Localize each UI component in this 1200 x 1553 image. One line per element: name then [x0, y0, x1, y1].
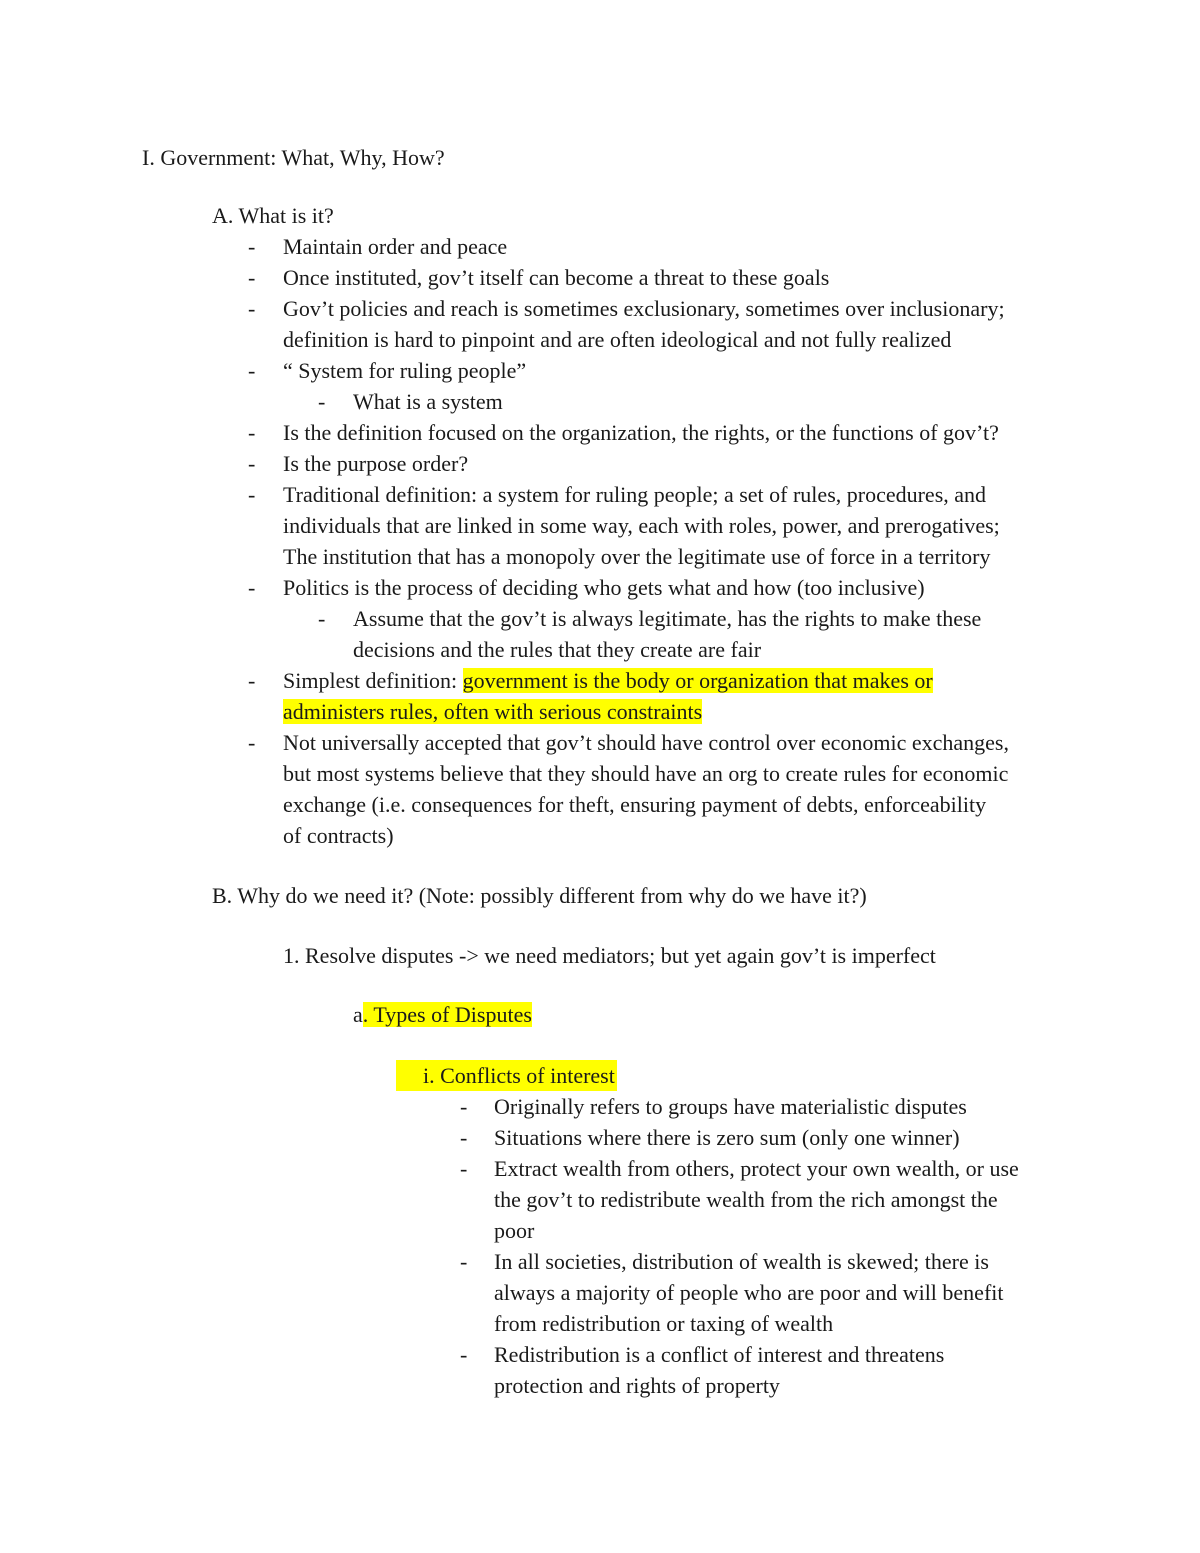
- list-item: In all societies, distribution of wealth is skewed; there is: [494, 1249, 989, 1274]
- list-item-continuation: always a majority of people who are poor and will benefit: [494, 1280, 1004, 1305]
- list-item: Maintain order and peace: [283, 234, 508, 259]
- list-item: “ System for ruling people”: [283, 358, 527, 383]
- list-item-continuation: protection and rights of property: [494, 1373, 780, 1398]
- document-heading: I. Government: What, Why, How?: [142, 145, 445, 170]
- list-item: Gov’t policies and reach is sometimes exclusionary, sometimes over inclusionary;: [283, 296, 1005, 321]
- list-item-continuation: The institution that has a monopoly over the legitimate use of force in a territory: [283, 544, 991, 569]
- list-item-continuation: exchange (i.e. consequences for theft, ensuring payment of debts, enforceability: [283, 792, 987, 817]
- bullet-dash: -: [248, 451, 256, 476]
- list-item-continuation: but most systems believe that they should have an org to create rules for economic: [283, 761, 1009, 786]
- sub-item-a-prefix: a: [353, 1002, 363, 1027]
- list-item: [283, 665, 933, 696]
- bullet-dash: -: [460, 1342, 468, 1367]
- list-item-continuation: individuals that are linked in some way, each with roles, power, and prerogatives;: [283, 513, 1000, 538]
- bullet-dash: -: [460, 1156, 468, 1181]
- list-item: Extract wealth from others, protect your own wealth, or use: [494, 1156, 1019, 1181]
- bullet-dash: -: [460, 1249, 468, 1274]
- bullet-dash: -: [248, 358, 256, 383]
- list-item-continuation: the gov’t to redistribute wealth from the rich amongst the: [494, 1187, 998, 1212]
- list-item-continuation: definition is hard to pinpoint and are often ideological and not fully realized: [283, 327, 952, 352]
- bullet-dash: -: [248, 575, 256, 600]
- nested-list-item: What is a system: [353, 389, 503, 414]
- bullet-dash: -: [318, 389, 326, 414]
- bullet-dash: -: [248, 265, 256, 290]
- bullet-dash: -: [460, 1125, 468, 1150]
- section-a-title: A. What is it?: [212, 203, 334, 228]
- bullet-dash: -: [248, 234, 256, 259]
- list-item-continuation: poor: [494, 1218, 535, 1243]
- highlighted-text: administers rules, often with serious constraints: [283, 699, 703, 724]
- numbered-item-1: 1. Resolve disputes -> we need mediators; but yet again gov’t is imperfect: [283, 943, 936, 968]
- bullet-dash: -: [248, 730, 256, 755]
- bullet-dash: -: [248, 296, 256, 321]
- bullet-dash: -: [318, 606, 326, 631]
- list-item: Politics is the process of deciding who gets what and how (too inclusive): [283, 575, 925, 600]
- bullet-dash: -: [248, 668, 256, 693]
- highlighted-text: government is the body or organization that makes or: [462, 668, 933, 693]
- list-item: Situations where there is zero sum (only one winner): [494, 1125, 960, 1150]
- highlighted-text: . Types of Disputes: [362, 1002, 532, 1027]
- list-item-continuation: [283, 696, 702, 727]
- list-item: Once instituted, gov’t itself can become a threat to these goals: [283, 265, 830, 290]
- list-item: Redistribution is a conflict of interest and threatens: [494, 1342, 945, 1367]
- list-item: Originally refers to groups have materialistic disputes: [494, 1094, 967, 1119]
- list-item-lead: Simplest definition:: [283, 668, 463, 693]
- list-item-continuation: of contracts): [283, 823, 394, 848]
- list-item-continuation: from redistribution or taxing of wealth: [494, 1311, 834, 1336]
- sub-item-i: i. Conflicts of interest: [396, 1060, 617, 1091]
- list-item: Is the definition focused on the organization, the rights, or the functions of gov’t?: [283, 420, 999, 445]
- list-item: Traditional definition: a system for ruling people; a set of rules, procedures, and: [283, 482, 987, 507]
- nested-list-item: Assume that the gov’t is always legitimate, has the rights to make these: [353, 606, 982, 631]
- sub-item-a: [353, 999, 532, 1030]
- bullet-dash: -: [248, 420, 256, 445]
- list-item: Is the purpose order?: [283, 451, 469, 476]
- nested-list-item-continuation: decisions and the rules that they create are fair: [353, 637, 762, 662]
- section-b-title: B. Why do we need it? (Note: possibly different from why do we have it?): [212, 883, 867, 908]
- list-item: Not universally accepted that gov’t should have control over economic exchanges,: [283, 730, 1009, 755]
- bullet-dash: -: [248, 482, 256, 507]
- bullet-dash: -: [460, 1094, 468, 1119]
